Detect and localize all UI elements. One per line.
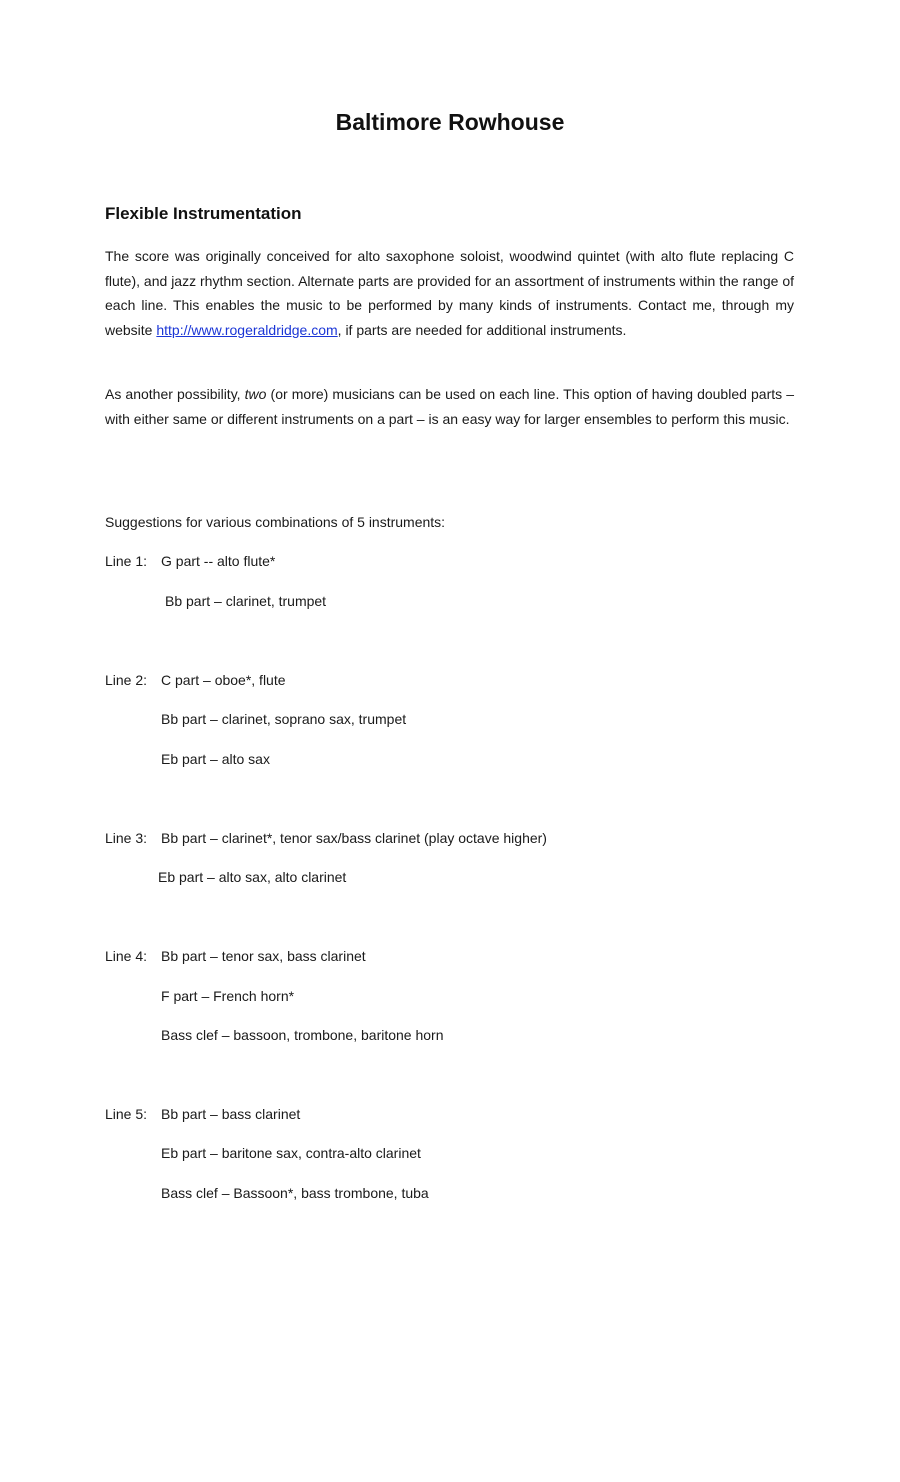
line-3-part-2: Eb part – alto sax, alto clarinet: [158, 869, 347, 885]
section-heading: Flexible Instrumentation: [105, 204, 302, 223]
line-2-part-2: Bb part – clarinet, soprano sax, trumpet: [161, 711, 407, 727]
line-2-label: Line 2:: [105, 672, 148, 688]
suggestions-heading: Suggestions for various combinations of 5 instruments:: [105, 514, 446, 530]
line-3-part-1: Bb part – clarinet*, tenor sax/bass clarinet (play octave higher): [161, 830, 547, 846]
paragraph2-text-after-italic: (or more) musicians can be used on each line. This option of having doubled parts – with either same or different instruments on a part – is an easy way for larger ensembles to perform this music.: [105, 386, 794, 427]
website-link[interactable]: http://www.rogeraldridge.com: [156, 321, 338, 338]
line-5-part-1: Bb part – bass clarinet: [161, 1106, 301, 1122]
line-4-part-2: F part – French horn*: [161, 988, 295, 1004]
paragraph1-text-before-link: The score was originally conceived for alto saxophone soloist, woodwind quintet (with alto flute replacing C flute), and jazz rhythm section. Alternate parts are provided for an assortment of instruments within the range of each line. This enables the music to be performed by many kinds of instruments. Contact me, through my website: [105, 248, 794, 338]
paragraph2-italic-word: two: [244, 386, 267, 402]
line-3-label: Line 3:: [105, 830, 148, 846]
paragraph2-text-before-italic: As another possibility,: [105, 386, 245, 402]
line-4-part-3: Bass clef – bassoon, trombone, baritone horn: [161, 1027, 444, 1043]
paragraph-instrumentation: [105, 244, 794, 342]
document-title: Baltimore Rowhouse: [335, 109, 565, 135]
line-1-part-1: G part -- alto flute*: [161, 553, 276, 569]
line-4-part-1: Bb part – tenor sax, bass clarinet: [161, 948, 366, 964]
line-2-part-1: C part – oboe*, flute: [161, 672, 286, 688]
line-1-label: Line 1:: [105, 553, 148, 569]
line-5-label: Line 5:: [105, 1106, 148, 1122]
line-4-label: Line 4:: [105, 948, 148, 964]
line-1-part-2: Bb part – clarinet, trumpet: [165, 593, 327, 609]
paragraph-doubled-parts: [105, 382, 794, 431]
paragraph1-text-after-link: , if parts are needed for additional instruments.: [337, 321, 627, 338]
line-5-part-3: Bass clef – Bassoon*, bass trombone, tuba: [161, 1185, 429, 1201]
line-5-part-2: Eb part – baritone sax, contra-alto clarinet: [161, 1145, 421, 1161]
line-2-part-3: Eb part – alto sax: [161, 751, 270, 767]
